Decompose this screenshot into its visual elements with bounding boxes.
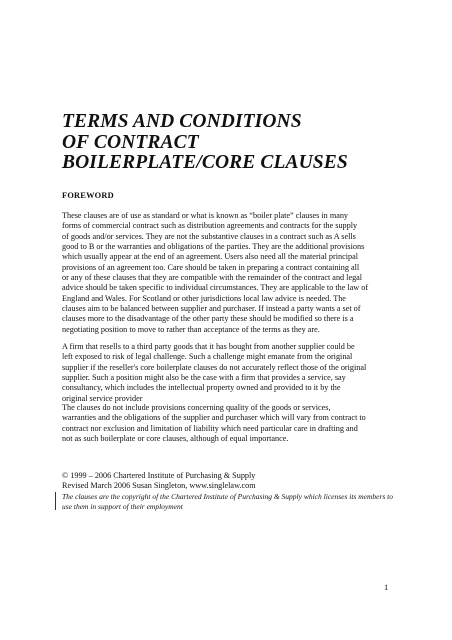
copyright-block bbox=[62, 471, 393, 512]
paragraph-line: or any of these clauses that they are compatible with the remainder of the contract and legal bbox=[62, 273, 363, 283]
paragraph-line: A firm that resells to a third party goods that it has bought from another supplier could be bbox=[62, 342, 355, 351]
revision-line: Revised March 2006 Susan Singleton, www.singlelaw.com bbox=[62, 481, 256, 491]
paragraph-line: provisions of an agreement too. Care should be taken in preparing a contract containing all bbox=[62, 262, 360, 272]
paragraph-line: supplier. Such a position might also be the case with a firm that provides a service, say bbox=[62, 373, 346, 383]
paragraph-line: consultancy, which includes the intellectual property owned and provided to it by the bbox=[62, 383, 341, 393]
title-line-1: TERMS AND CONDITIONS bbox=[62, 111, 302, 132]
page-number: 1 bbox=[384, 582, 389, 592]
title-line-2: OF CONTRACT bbox=[62, 131, 199, 153]
paragraph-line: The clauses do not include provisions concerning quality of the goods or services, bbox=[62, 403, 331, 412]
paragraph-line: warranties and the obligations of the supplier and purchaser which will vary from contract to bbox=[62, 413, 366, 423]
paragraph-line: which usually appear at the end of an agreement. Users also need all the material principal bbox=[62, 252, 358, 262]
paragraph-line: not as such boilerplate or core clauses, although of equal importance. bbox=[62, 434, 289, 444]
title-line-3: BOILERPLATE/CORE CLAUSES bbox=[62, 152, 348, 173]
paragraph-line: contract nor exclusion and limitation of liability which need particular care in drafting and bbox=[62, 423, 358, 433]
paragraph-line: forms of commercial contract such as distribution agreements and contracts for the supply bbox=[62, 221, 358, 231]
paragraph-line: of goods and/or services. They are not the substantive clauses in a contract such as A sells bbox=[62, 231, 356, 241]
paragraph-line: left exposed to risk of legal challenge. Such a challenge might emanate from the original bbox=[62, 352, 353, 362]
license-note-line: use them in support of their employment bbox=[62, 501, 183, 511]
paragraph-line: These clauses are of use as standard or what is known as “boiler plate” clauses in many bbox=[62, 211, 349, 220]
paragraph-line: good to B or the warranties and obligations of the parties. They are the additional provisions bbox=[62, 242, 365, 252]
copyright-line: © 1999 – 2006 Chartered Institute of Purchasing & Supply bbox=[62, 471, 256, 480]
paragraph-reseller bbox=[62, 342, 407, 404]
paragraph-line: clauses more to the disadvantage of the other party these should be modified so there is a bbox=[62, 314, 354, 324]
paragraph-line: clauses aim to be balanced between supplier and purchaser. If instead a party wants a set of bbox=[62, 304, 361, 314]
revision-change-bar bbox=[55, 492, 56, 510]
license-note-line: The clauses are the copyright of the Chartered Institute of Purchasing & Supply which licenses its members to bbox=[62, 491, 393, 501]
paragraph-line: original service provider bbox=[62, 393, 143, 403]
paragraph-exclusions bbox=[62, 403, 407, 444]
paragraph-line: England and Wales. For Scotland or other jurisdictions local law advice is needed. The bbox=[62, 293, 346, 303]
paragraph-line: negotiating position to move to rather than acceptance of the terms as they are. bbox=[62, 324, 320, 334]
foreword-heading: FOREWORD bbox=[62, 191, 114, 200]
paragraph-line: advice should be taken specific to individual circumstances. They are applicable to the law of bbox=[62, 283, 369, 293]
paragraph-intro bbox=[62, 211, 407, 335]
paragraph-line: supplier if the reseller's core boilerplate clauses do not accurately reflect those of the original bbox=[62, 362, 367, 372]
document-title bbox=[62, 112, 402, 174]
